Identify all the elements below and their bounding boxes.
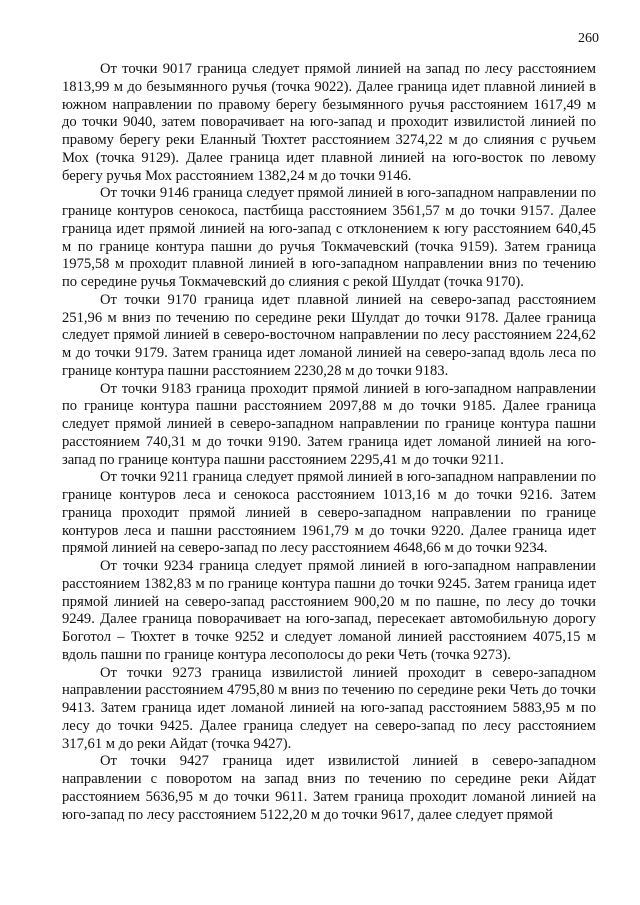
paragraph-5: От точки 9211 граница следует прямой линией в юго-западном направлении по границе контуров леса и сенокоса расстоянием 1013,16 м до точки 9216. Затем граница проходит прямой линией в северо-западном направлении по границе контуров леса и пашни расстоянием 1961,79 м до точки 9220. Далее граница идет прямой линией на северо-запад по лесу расстоянием 4648,66 м до точки 9234. (62, 469, 596, 557)
paragraph-2: От точки 9146 граница следует прямой линией в юго-западном направлении по границе контуров сенокоса, пастбища расстоянием 3561,57 м до точки 9157. Далее граница идет прямой линией на юго-запад с отклонением к югу расстоянием 640,45 м по границе контура пашни до ручья Токмачевский (точка 9159). Затем граница 1975,58 м проходит плавной линией в юго-западном направлении вниз по течению по середине ручья Токмачевский до слияния с рекой Шулдат (точка 9170). (62, 185, 596, 290)
paragraph-8: От точки 9427 граница идет извилистой линией в северо-западном направлении с поворотом на запад вниз по течению по середине реки Айдат расстоянием 5636,95 м до точки 9611. Затем граница проходит ломаной линией на юго-запад по лесу расстоянием 5122,20 м до точки 9617, далее следует прямой (62, 753, 596, 823)
paragraph-3: От точки 9170 граница идет плавной линией на северо-запад расстоянием 251,96 м вниз по течению по середине реки Шулдат до точки 9178. Далее граница следует прямой линией в северо-восточном направлении по лесу расстоянием 224,62 м до точки 9179. Затем граница идет ломаной линией на северо-запад вдоль леса по границе контура пашни расстоянием 2230,28 м до точки 9183. (62, 291, 596, 379)
page-number: 260 (578, 31, 599, 46)
document-body (62, 61, 596, 824)
paragraph-1: От точки 9017 граница следует прямой линией на запад по лесу расстоянием 1813,99 м до безымянного ручья (точка 9022). Далее граница идет плавной линией в южном направлении по правому берегу безымянного ручья расстоянием 1617,49 м до точки 9040, затем поворачивает на юго-запад и проходит извилистой линией по правому берегу реки Еланный Тюхтет расстоянием 3274,22 м до слияния с ручьем Мох (точка 9129). Далее граница идет плавной линией на юго-восток по левому берегу ручья Мох расстоянием 1382,24 м до точки 9146. (62, 61, 596, 184)
paragraph-6: От точки 9234 граница следует прямой линией в юго-западном направлении расстоянием 1382,83 м по границе контура пашни до точки 9245. Затем граница идет прямой линией на северо-запад расстоянием 900,20 м по пашне, по лесу до точки 9249. Далее граница поворачивает на юго-запад, пересекает автомобильную дорогу Боготол – Тюхтет в точке 9252 и следует ломаной линией расстоянием 4075,15 м вдоль пашни по границе контура лесополосы до реки Четь (точка 9273). (62, 558, 596, 663)
paragraph-7: От точки 9273 граница извилистой линией проходит в северо-западном направлении расстоянием 4795,80 м вниз по течению по середине реки Четь до точки 9413. Затем граница идет ломаной линией на юго-запад расстоянием 5883,95 м по лесу до точки 9425. Далее граница следует на северо-запад по лесу расстоянием 317,61 м до реки Айдат (точка 9427). (62, 664, 596, 752)
paragraph-4: От точки 9183 граница проходит прямой линией в юго-западном направлении по границе контура пашни расстоянием 2097,88 м до точки 9185. Далее граница следует прямой линией в северо-западном направлении по границе контура пашни расстоянием 740,31 м до точки 9190. Затем граница идет ломаной линией на юго-запад по границе контура пашни расстоянием 2295,41 м до точки 9211. (62, 380, 596, 468)
